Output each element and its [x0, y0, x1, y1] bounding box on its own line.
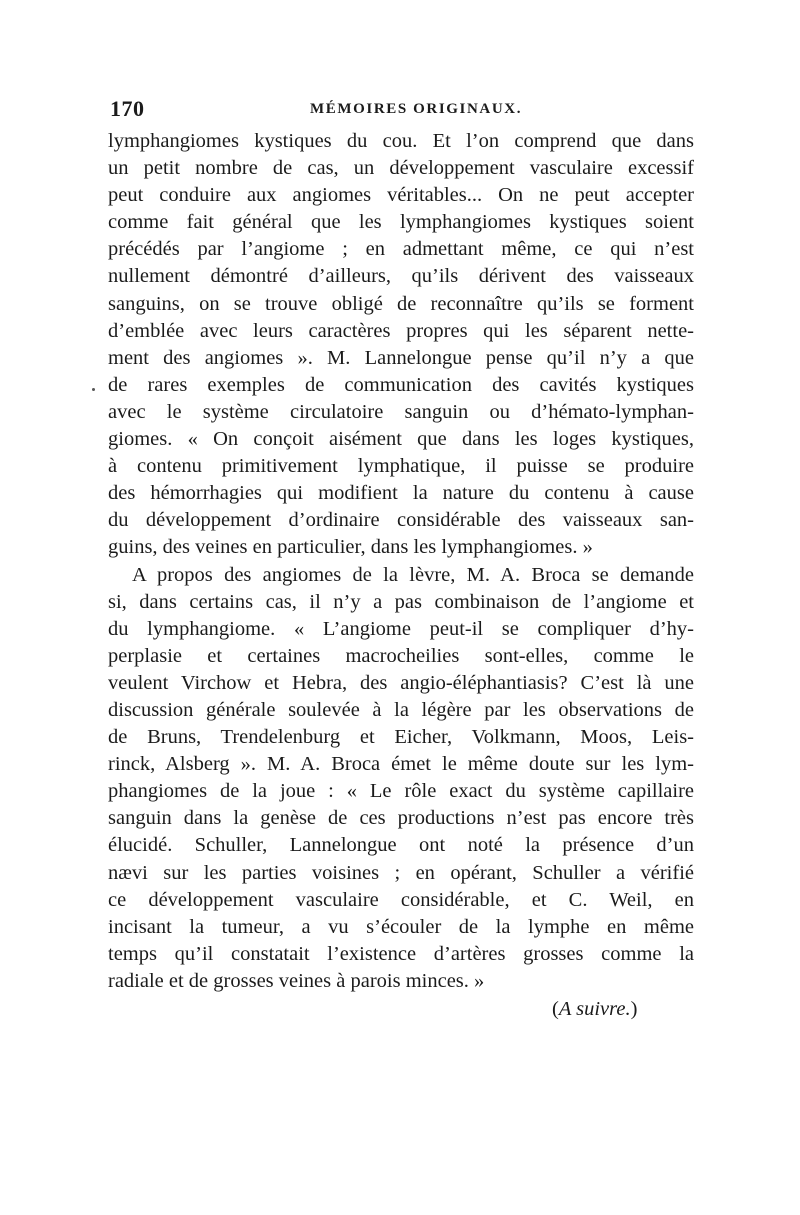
text-line: un petit nombre de cas, un développement vasculaire excessif [108, 157, 694, 180]
text-line: si, dans certains cas, il n’y a pas combinaison de l’angiome et [108, 590, 694, 613]
text-line: peut conduire aux angiomes véritables... On ne peut accepter [108, 184, 694, 207]
text-line: sanguins, on se trouve obligé de reconnaître qu’ils se forment [108, 292, 694, 315]
text-line: radiale et de grosses veines à parois minces. » [108, 969, 485, 992]
page-number: 170 [110, 96, 145, 121]
text-line: incisant la tumeur, a vu s’écouler de la lymphe en même [108, 915, 694, 938]
running-title: MÉMOIRES ORIGINAUX. [310, 101, 523, 117]
text-line: du lymphangiome. « L’angiome peut-il se compliquer d’hy- [108, 617, 694, 640]
margin-mark [92, 388, 95, 391]
text-line: guins, des veines en particulier, dans les lymphangiomes. » [108, 536, 593, 559]
text-line: veulent Virchow et Hebra, des angio-éléphantiasis? C’est là une [108, 671, 694, 694]
text-line: des hémorrhagies qui modifient la nature du contenu à cause [108, 482, 694, 505]
signoff-close-paren: ) [630, 998, 638, 1020]
text-line: de rares exemples de communication des cavités kystiques [108, 373, 694, 396]
text-line: nullement démontré d’ailleurs, qu’ils dérivent des vaisseaux [108, 265, 694, 288]
text-line: perplasie et certaines macrocheilies sont-elles, comme le [108, 644, 694, 667]
text-line: rinck, Alsberg ». M. A. Broca émet le même doute sur les lym- [108, 753, 694, 776]
text-line: du développement d’ordinaire considérable des vaisseaux san- [108, 509, 694, 532]
text-line: discussion générale soulevée à la légère par les observations de [108, 698, 694, 721]
text-line: sanguin dans la genèse de ces productions n’est pas encore très [108, 807, 694, 830]
text-line: nævi sur les parties voisines ; en opérant, Schuller a vérifié [108, 861, 694, 884]
text-line: giomes. « On conçoit aisément que dans les loges kystiques, [108, 428, 694, 451]
signoff-text: A suivre. [558, 998, 631, 1020]
text-line: avec le système circulatoire sanguin ou d’hémato-lymphan- [108, 400, 694, 423]
text-line: comme fait général que les lymphangiomes kystiques soient [108, 211, 694, 234]
to-be-continued [552, 998, 637, 1021]
text-line: d’emblée avec leurs caractères propres qui les séparent nette- [108, 319, 694, 342]
text-line: phangiomes de la joue : « Le rôle exact du système capillaire [108, 780, 694, 803]
text-line: de Bruns, Trendelenburg et Eicher, Volkmann, Moos, Leis- [108, 726, 694, 749]
text-line: ment des angiomes ». M. Lannelongue pense qu’il n’y a que [108, 346, 694, 369]
text-line: précédés par l’angiome ; en admettant même, ce qui n’est [108, 238, 694, 261]
text-line: élucidé. Schuller, Lannelongue ont noté la présence d’un [108, 834, 694, 857]
text-line: temps qu’il constatait l’existence d’artères grosses comme la [108, 942, 694, 965]
text-line: ce développement vasculaire considérable, et C. Weil, en [108, 888, 694, 911]
text-line: à contenu primitivement lymphatique, il puisse se produire [108, 455, 694, 478]
paragraph-2 [108, 562, 694, 996]
running-head [110, 96, 694, 124]
body-text [108, 128, 694, 995]
text-line: lymphangiomes kystiques du cou. Et l’on comprend que dans [108, 130, 694, 152]
text-line: A propos des angiomes de la lèvre, M. A. Broca se demande [132, 563, 694, 586]
paragraph-1 [108, 128, 694, 562]
signoff-open-paren: ( [552, 998, 559, 1020]
